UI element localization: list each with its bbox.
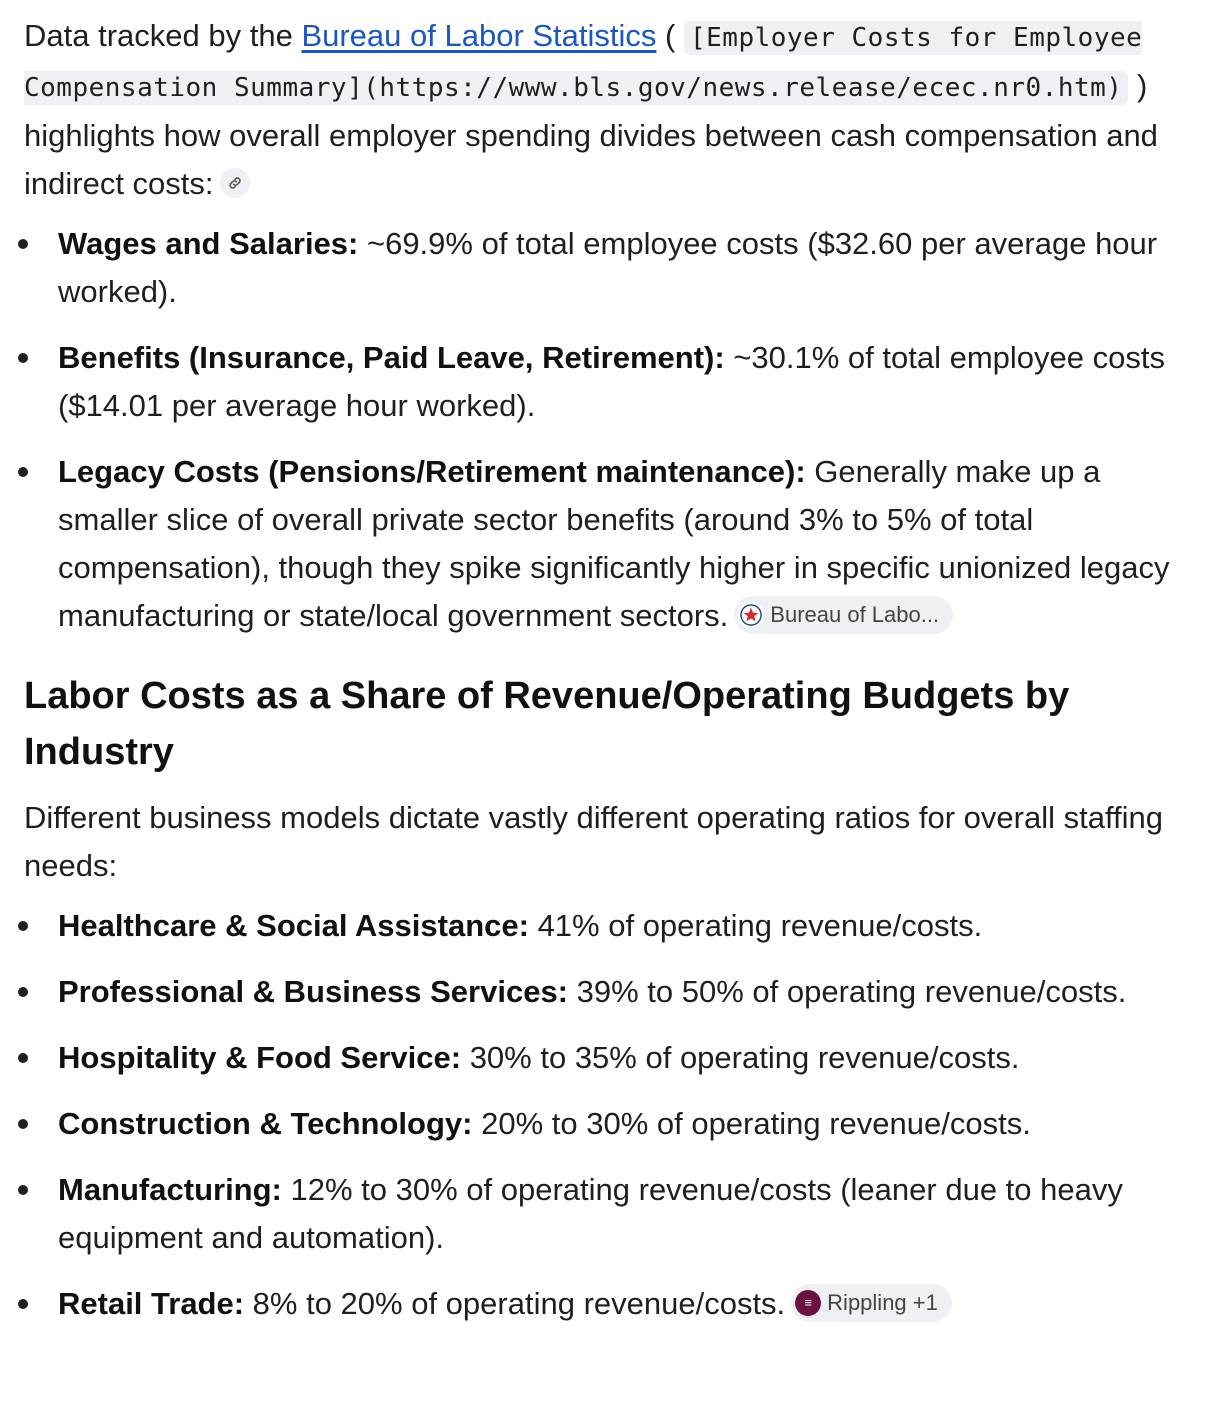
link-chip[interactable] <box>220 168 250 198</box>
list-item: Manufacturing: 12% to 30% of operating revenue/costs (leaner due to heavy equipment and automation). <box>24 1166 1182 1262</box>
list-item: Hospitality & Food Service: 30% to 35% of operating revenue/costs. <box>24 1034 1182 1082</box>
list-item: Construction & Technology: 20% to 30% of operating revenue/costs. <box>24 1100 1182 1148</box>
section-heading: Labor Costs as a Share of Revenue/Operating Budgets by Industry <box>24 675 1070 773</box>
list-item: Wages and Salaries: ~69.9% of total employee costs ($32.60 per average hour worked). <box>24 220 1182 316</box>
source-chip-bls[interactable]: Bureau of Labo... <box>734 596 953 634</box>
bls-link[interactable]: Bureau of Labor Statistics <box>301 18 657 53</box>
intro-paragraph <box>24 12 1182 208</box>
bls-star-icon <box>738 602 764 628</box>
rippling-logo-icon: ≡ <box>795 1290 821 1316</box>
list-item: Healthcare & Social Assistance: 41% of operating revenue/costs. <box>24 902 1182 950</box>
intro-text: Data tracked by the <box>24 18 302 53</box>
list-item: Benefits (Insurance, Paid Leave, Retirement): ~30.1% of total employee costs ($14.01 per average hour worked). <box>24 334 1182 430</box>
list-item: Retail Trade: 8% to 20% of operating revenue/costs. ≡ Rippling +1 <box>24 1280 1182 1328</box>
inline-code: [Employer Costs for Employee Compensation Summary](https://www.bls.gov/news.release/ecec.nr0.htm) <box>24 23 1143 103</box>
industry-list <box>24 902 1182 1328</box>
link-icon <box>227 175 243 191</box>
response-content <box>0 12 1206 1328</box>
section-lead: Different business models dictate vastly different operating ratios for overall staffing needs: <box>24 800 1163 883</box>
list-item: Legacy Costs (Pensions/Retirement maintenance): Generally make up a smaller slice of overall private sector benefits (around 3% to 5% of total compensation), though they spike significantly higher in specific unionized legacy manufacturing or state/local government sectors. Bureau of Labo... <box>24 448 1182 640</box>
list-item: Professional & Business Services: 39% to 50% of operating revenue/costs. <box>24 968 1182 1016</box>
source-chip-rippling[interactable]: ≡ Rippling +1 <box>791 1284 952 1322</box>
paren-open: ( <box>656 18 684 53</box>
cost-breakdown-list <box>24 220 1182 640</box>
intro-text-after: ) highlights how overall employer spending divides between cash compensation and indirect costs: <box>24 68 1158 201</box>
